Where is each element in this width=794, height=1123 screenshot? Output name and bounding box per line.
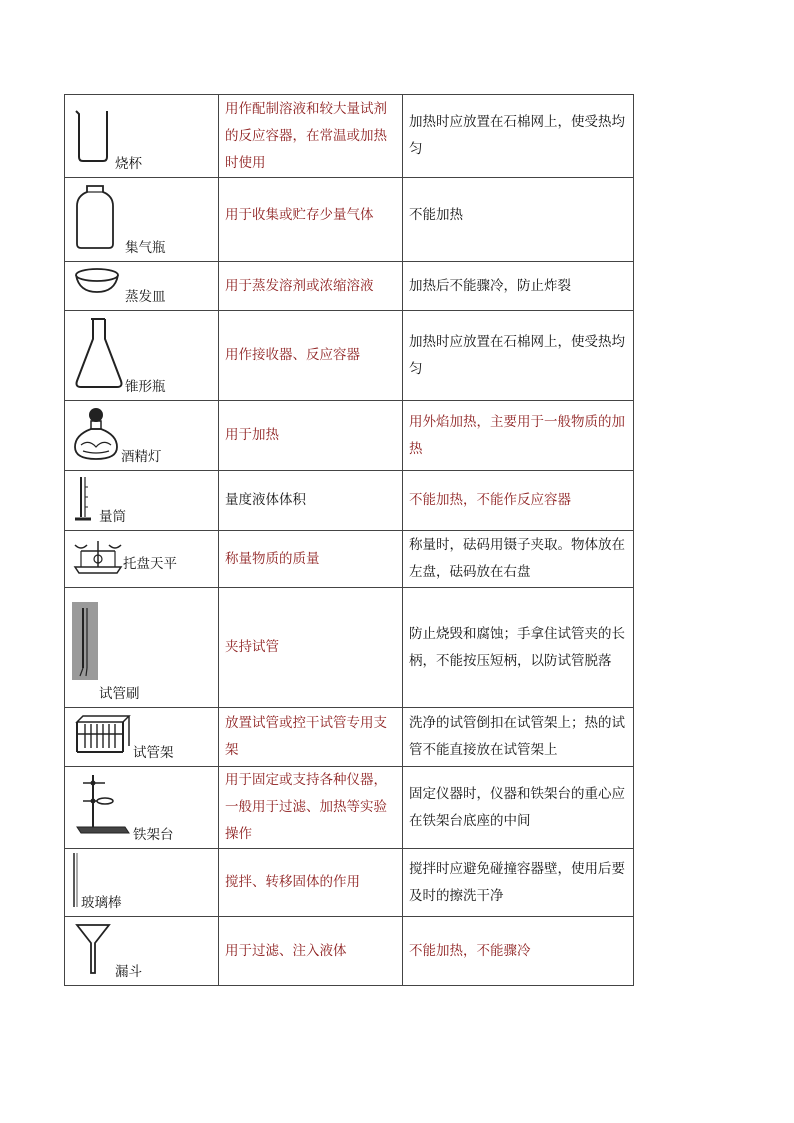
usage-cell: 用于收集或贮存少量气体 <box>219 178 403 262</box>
note-cell: 搅拌时应避免碰撞容器壁，使用后要及时的擦洗干净 <box>403 849 634 917</box>
usage-cell: 量度液体体积 <box>219 471 403 531</box>
evaporating-dish-icon <box>73 266 121 296</box>
gas-bottle-icon <box>73 184 117 250</box>
usage-cell: 搅拌、转移固体的作用 <box>219 849 403 917</box>
balance-icon <box>71 537 125 577</box>
test-tube-rack-icon <box>73 712 133 758</box>
usage-cell: 用作接收器、反应容器 <box>219 311 403 401</box>
instrument-name: 蒸发皿 <box>125 289 166 305</box>
instrument-name: 试管刷 <box>99 686 140 702</box>
instrument-table <box>64 94 634 986</box>
instrument-cell <box>65 471 219 531</box>
note-cell: 洗净的试管倒扣在试管架上；热的试管不能直接放在试管架上 <box>403 708 634 767</box>
note-cell: 加热后不能骤冷，防止炸裂 <box>403 262 634 311</box>
usage-cell: 称量物质的质量 <box>219 531 403 588</box>
instrument-name: 玻璃棒 <box>81 895 122 911</box>
note-cell: 固定仪器时，仪器和铁架台的重心应在铁架台底座的中间 <box>403 767 634 849</box>
instrument-cell <box>65 588 219 708</box>
table-row <box>65 311 634 401</box>
table-row <box>65 708 634 767</box>
table-row <box>65 262 634 311</box>
note-cell: 用外焰加热，主要用于一般物质的加热 <box>403 401 634 471</box>
note-cell: 加热时应放置在石棉网上，使受热均匀 <box>403 311 634 401</box>
funnel-icon <box>75 921 111 977</box>
table-row <box>65 471 634 531</box>
instrument-cell <box>65 708 219 767</box>
instrument-cell <box>65 849 219 917</box>
beaker-icon <box>73 105 113 165</box>
instrument-name: 锥形瓶 <box>125 379 166 395</box>
usage-cell: 用于蒸发溶剂或浓缩溶液 <box>219 262 403 311</box>
table-row <box>65 849 634 917</box>
instrument-cell <box>65 531 219 588</box>
usage-cell: 放置试管或控干试管专用支架 <box>219 708 403 767</box>
note-cell: 称量时，砝码用镊子夹取。物体放在左盘，砝码放在右盘 <box>403 531 634 588</box>
instrument-cell <box>65 401 219 471</box>
table-row <box>65 178 634 262</box>
instrument-cell <box>65 262 219 311</box>
glass-rod-icon <box>71 853 81 907</box>
table-row <box>65 588 634 708</box>
note-cell: 防止烧毁和腐蚀；手拿住试管夹的长柄，不能按压短柄，以防试管脱落 <box>403 588 634 708</box>
instrument-cell <box>65 178 219 262</box>
iron-stand-icon <box>75 771 131 839</box>
instrument-cell <box>65 95 219 178</box>
table-row <box>65 95 634 178</box>
alcohol-lamp-icon <box>71 405 121 463</box>
usage-cell: 夹持试管 <box>219 588 403 708</box>
table-row <box>65 767 634 849</box>
instrument-name: 烧杯 <box>115 156 142 172</box>
instrument-name: 量筒 <box>99 509 126 525</box>
note-cell: 加热时应放置在石棉网上，使受热均匀 <box>403 95 634 178</box>
usage-cell: 用于过滤、注入液体 <box>219 917 403 986</box>
note-cell: 不能加热，不能骤冷 <box>403 917 634 986</box>
test-tube-brush-icon <box>72 602 98 680</box>
usage-cell: 用作配制溶液和较大量试剂的反应容器，在常温或加热时使用 <box>219 95 403 178</box>
note-cell: 不能加热，不能作反应容器 <box>403 471 634 531</box>
instrument-cell <box>65 311 219 401</box>
table-row <box>65 917 634 986</box>
usage-cell: 用于加热 <box>219 401 403 471</box>
table-row <box>65 531 634 588</box>
instrument-name: 集气瓶 <box>125 240 166 256</box>
instrument-name: 漏斗 <box>115 964 142 980</box>
instrument-name: 托盘天平 <box>123 556 177 572</box>
instrument-name: 试管架 <box>133 745 174 761</box>
instrument-name: 酒精灯 <box>121 449 162 465</box>
instrument-name: 铁架台 <box>133 827 174 843</box>
table-row <box>65 401 634 471</box>
instrument-cell <box>65 917 219 986</box>
conical-flask-icon <box>73 317 125 389</box>
graduated-cylinder-icon <box>73 475 93 523</box>
instrument-cell <box>65 767 219 849</box>
usage-cell: 用于固定或支持各种仪器，一般用于过滤、加热等实验操作 <box>219 767 403 849</box>
note-cell: 不能加热 <box>403 178 634 262</box>
